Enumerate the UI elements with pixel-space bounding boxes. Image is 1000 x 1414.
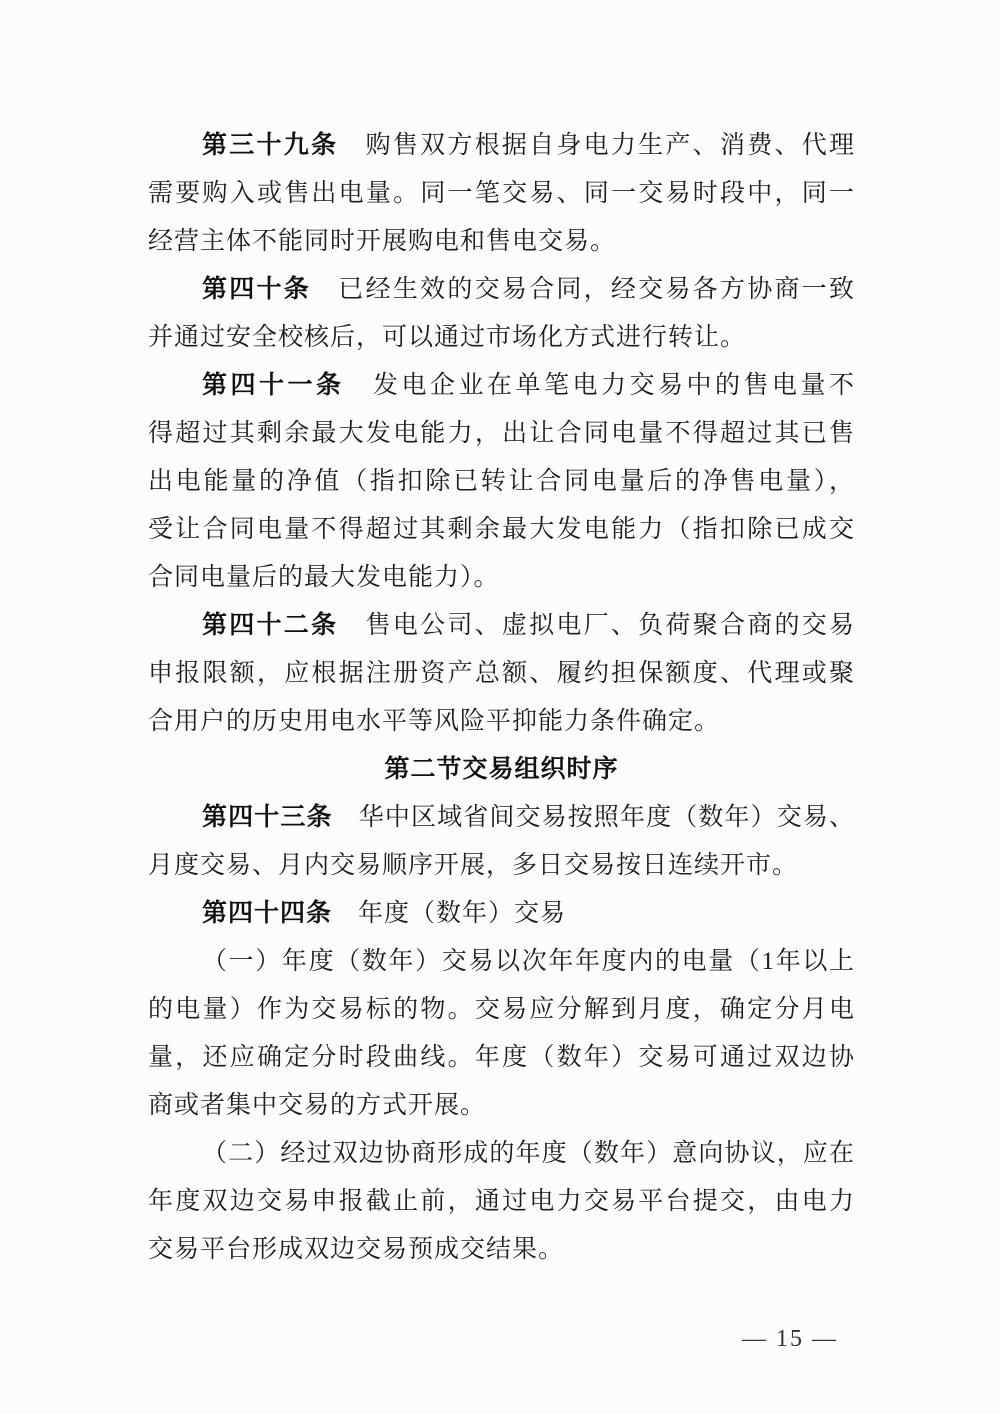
text-line [148, 122, 855, 170]
text-segment: 合同电量后的最大发电能力）。 [148, 564, 500, 591]
text-segment: 得超过其剩余最大发电能力，出让合同电量不得超过其已售 [148, 420, 855, 447]
text-line [148, 842, 855, 890]
text-segment: 出电能量的净值（指扣除已转让合同电量后的净售电量）， [148, 468, 855, 495]
text-line [148, 362, 855, 410]
article-number: 第四十二条 [202, 612, 339, 639]
text-segment: 并通过安全校核后，可以通过市场化方式进行转让。 [148, 324, 747, 351]
text-line [148, 938, 855, 986]
text-line [148, 266, 855, 314]
text-segment: 申报限额，应根据注册资产总额、履约担保额度、代理或聚 [148, 660, 855, 687]
text-line [148, 650, 855, 698]
text-line [148, 1178, 855, 1226]
text-segment: 需要购入或售出电量。同一笔交易、同一交易时段中，同一 [148, 180, 855, 207]
text-line [148, 1034, 855, 1082]
text-block [148, 122, 855, 1274]
text-segment: 月度交易、月内交易顺序开展，多日交易按日连续开市。 [148, 852, 799, 879]
text-line [148, 890, 855, 938]
text-line [148, 1130, 855, 1178]
article-number: 第三十九条 [202, 132, 339, 159]
text-line [148, 794, 855, 842]
text-line [148, 410, 855, 458]
text-segment: 发电企业在单笔电力交易中的售电量不 [344, 372, 855, 399]
text-segment: 交易平台形成双边交易预成交结果。 [148, 1236, 565, 1263]
section-heading [148, 746, 855, 794]
text-line [148, 554, 855, 602]
text-segment: 受让合同电量不得超过其剩余最大发电能力（指扣除已成交 [148, 516, 855, 543]
article-number: 第四十四条 [202, 900, 333, 927]
text-segment: 已经生效的交易合同，经交易各方协商一致 [311, 276, 855, 303]
text-segment: （一）年度（数年）交易以次年年度内的电量（1年以上 [202, 948, 855, 975]
article-number: 第四十条 [202, 276, 312, 303]
text-segment: 售电公司、虚拟电厂、负荷聚合商的交易 [338, 612, 855, 639]
text-segment: 经营主体不能同时开展购电和售电交易。 [148, 228, 617, 255]
page-number: — 15 — [742, 1326, 838, 1352]
text-segment: 年度双边交易申报截止前，通过电力交易平台提交，由电力 [148, 1188, 855, 1215]
text-line [148, 458, 855, 506]
text-line [148, 506, 855, 554]
text-segment: 年度（数年）交易 [332, 900, 567, 927]
text-line [148, 1226, 855, 1274]
text-line [148, 170, 855, 218]
text-line [148, 602, 855, 650]
text-segment: 商或者集中交易的方式开展。 [148, 1092, 487, 1119]
text-segment: 量，还应确定分时段曲线。年度（数年）交易可通过双边协 [148, 1044, 855, 1071]
text-line [148, 218, 855, 266]
text-segment: （二）经过双边协商形成的年度（数年）意向协议，应在 [202, 1140, 855, 1167]
text-segment: 购售双方根据自身电力生产、消费、代理 [338, 132, 855, 159]
article-number: 第四十三条 [202, 804, 333, 831]
article-number: 第二节交易组织时序 [384, 756, 619, 783]
text-line [148, 1082, 855, 1130]
text-line [148, 986, 855, 1034]
text-segment: 合用户的历史用电水平等风险平抑能力条件确定。 [148, 708, 721, 735]
text-segment: 的电量）作为交易标的物。交易应分解到月度，确定分月电 [148, 996, 855, 1023]
text-line [148, 698, 855, 746]
text-segment: 华中区域省间交易按照年度（数年）交易、 [332, 804, 855, 831]
article-number: 第四十一条 [202, 372, 345, 399]
text-line [148, 314, 855, 362]
